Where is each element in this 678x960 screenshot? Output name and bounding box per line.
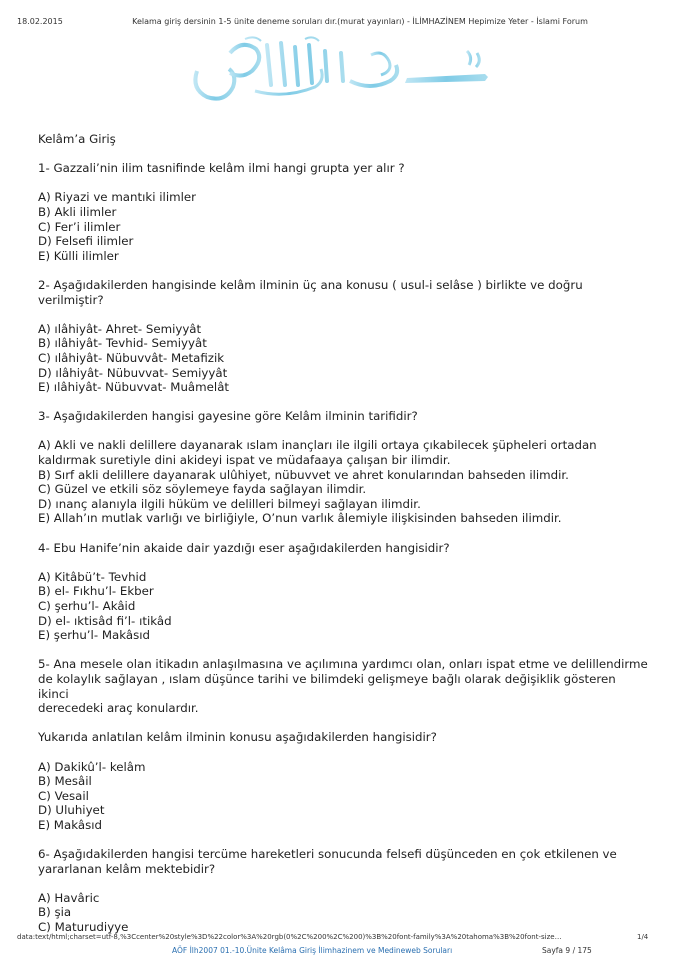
q5-option-b: B) Mesâil <box>38 774 92 789</box>
q4-option-d: D) el- ıktisâd fi’l- ıtikâd <box>38 613 172 628</box>
q2-option-b: B) ılâhiyât- Tevhid- Semiyyât <box>38 336 207 351</box>
q2-option-e: E) ılâhiyât- Nübuvvat- Muâmelât <box>38 380 230 395</box>
q4-option-e: E) şerhu’l- Makâsıd <box>38 628 151 643</box>
q3-option-b: B) Sırf akli delillere dayanarak ulûhiyet, nübuvvet ve ahret konularından bahseden ilimdir. <box>38 467 569 482</box>
print-date: 18.02.2015 <box>17 17 63 26</box>
q3-option-a-line-2: kaldırmak suretiyle dini akideyi ispat ve müdafaaya çalışan bir ilimdir. <box>38 453 451 468</box>
question-6-line-1: 6- Aşağıdakilerden hangisi tercüme hareketleri sonucunda felsefi düşünceden en çok etkilenen ve <box>38 847 617 862</box>
q2-option-a: A) ılâhiyât- Ahret- Semiyyât <box>38 321 202 336</box>
q3-option-e: E) Allah’ın mutlak varlığı ve birliğiyle, O’nun varlık âlemiyle ilişkisinden bahseden ilimdir. <box>38 511 562 526</box>
question-1: 1- Gazzali’nin ilim tasnifinde kelâm ilmi hangi grupta yer alır ? <box>38 161 405 176</box>
q5-option-c: C) Vesail <box>38 788 89 803</box>
question-5-line-1: 5- Ana mesele olan itikadın anlaşılmasına ve açılımına yardımcı olan, onları ispat etme ve delillendirme <box>38 657 648 672</box>
q1-option-d: D) Felsefi ilimler <box>38 234 134 249</box>
question-4: 4- Ebu Hanife’nin akaide dair yazdığı eser aşağıdakilerden hangisidir? <box>38 540 450 555</box>
q4-option-b: B) el- Fıkhu’l- Ekber <box>38 584 154 599</box>
q1-option-b: B) Akli ilimler <box>38 204 117 219</box>
footer-page-counter: Sayfa 9 / 175 <box>542 946 592 955</box>
q3-option-a-line-1: A) Akli ve nakli delillere dayanarak ıslam inançları ile ilgili ortaya çıkabilecek şüpheleri ortadan <box>38 438 597 453</box>
question-2-line-1: 2- Aşağıdakilerden hangisinde kelâm ilminin üç ana konusu ( usul-i selâse ) birlikte ve doğru <box>38 277 583 292</box>
question-5-line-2: de kolaylık sağlayan , ıslam düşünce tarihi ve bilimdeki gelişmeye bağlı olarak değişiklik gösteren ikinci <box>38 671 616 701</box>
q3-option-d: D) ınanç alanıyla ilgili hüküm ve delilleri bilmeyi sağlayan ilimdir. <box>38 496 421 511</box>
q4-option-c: C) şerhu’l- Akâid <box>38 599 136 613</box>
q1-option-e: E) Külli ilimler <box>38 248 119 263</box>
q5-option-d: D) Uluhiyet <box>38 803 105 818</box>
section-heading: Kelâm’a Giriş <box>38 132 116 146</box>
q2-option-c: C) ılâhiyât- Nübuvvât- Metafizik <box>38 350 225 365</box>
q6-option-a: A) Havâric <box>38 890 100 905</box>
q1-option-c: C) Fer’i ilimler <box>38 219 121 234</box>
q6-option-b: B) şia <box>38 905 72 920</box>
q1-option-a: A) Riyazi ve mantıki ilimler <box>38 190 196 205</box>
q3-option-c: C) Güzel ve etkili söz söylemeye fayda sağlayan ilimdir. <box>38 482 367 497</box>
question-5-line-3: derecedeki araç konulardır. <box>38 701 199 716</box>
q4-option-a: A) Kitâbü’t- Tevhid <box>38 569 147 584</box>
question-5-prompt: Yukarıda anlatılan kelâm ilminin konusu aşağıdakilerden hangisidir? <box>38 730 437 745</box>
q5-option-a: A) Dakikû’l- kelâm <box>38 759 146 774</box>
exam-content <box>38 132 648 935</box>
basmala-calligraphy-icon <box>185 33 495 108</box>
q5-option-e: E) Makâsıd <box>38 817 102 832</box>
q6-option-c: C) Maturudiyye <box>38 920 129 935</box>
footer-page-number: 1/4 <box>637 933 649 941</box>
question-2-line-2: verilmiştir? <box>38 292 104 307</box>
footer-source-link[interactable]: AÖF İlh2007 01.-10.Ünite Kelâma Giriş İlimhazinem ve Medineweb Soruları <box>172 946 453 955</box>
question-3: 3- Aşağıdakilerden hangisi gayesine göre Kelâm ilminin tarifidir? <box>38 409 418 424</box>
question-6-line-2: yararlanan kelâm mektebidir? <box>38 861 216 876</box>
page-title: Kelama giriş dersinin 1-5 ünite deneme soruları dır.(murat yayınları) - İLİMHAZİNEM Hepimize Yeter - İslami Forum <box>132 17 588 26</box>
footer-url: data:text/html;charset=utf-8,%3Ccenter%20style%3D%22color%3A%20rgb(0%2C%200%2C%200)%3B%20font-family%3A%20tahoma%3B%20font-size… <box>17 933 562 941</box>
q2-option-d: D) ılâhiyât- Nübuvvat- Semiyyât <box>38 365 228 380</box>
